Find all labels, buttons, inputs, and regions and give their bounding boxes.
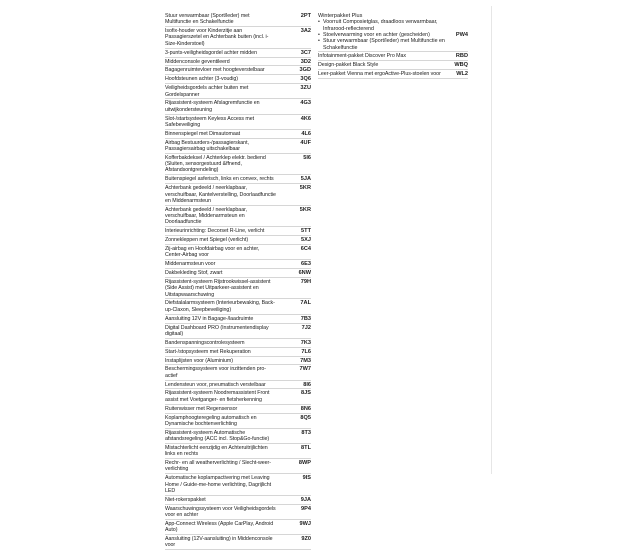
option-code: 8T3 xyxy=(301,429,311,436)
option-description: Slot-/startsysteem Keyless Access met Safebeveiliging xyxy=(165,115,255,128)
option-description: Infotainment-pakket Discover Pro Max xyxy=(318,53,406,60)
option-description: Achterbank gedeeld / neerklapbaar, verschuifbaar, Kantelverstelling, Doorlaadfunctie en Middenarmsteun xyxy=(165,185,276,204)
row-divider xyxy=(318,60,468,61)
option-description: Leer-pakket Vienna met ergoActive-Plus-stoelen voor xyxy=(318,71,441,78)
option-code: 7B3 xyxy=(300,315,311,322)
package-bullet-item: • Stoelverwarming voor en achter (gescheiden) xyxy=(318,32,446,38)
option-code: WBQ xyxy=(454,62,468,69)
options-list-right xyxy=(318,13,468,80)
option-code: 4L6 xyxy=(301,130,311,137)
option-description: Niet-rokerspakket xyxy=(165,496,206,503)
row-divider xyxy=(165,277,311,278)
option-code: 5TT xyxy=(301,228,311,235)
option-row xyxy=(165,116,311,129)
option-code: 8Q5 xyxy=(300,414,311,421)
option-description: Zij-airbag en Hoofdairbag voor en achter, Center-Airbag voor xyxy=(165,246,260,259)
option-code: 5I6 xyxy=(303,154,311,161)
option-code: 5XJ xyxy=(301,237,311,244)
option-code: 5JA xyxy=(300,176,311,183)
option-row xyxy=(165,536,311,549)
row-divider xyxy=(165,380,311,381)
option-row xyxy=(165,366,311,379)
row-divider xyxy=(165,183,311,184)
option-code: 9P4 xyxy=(301,505,311,512)
row-divider xyxy=(165,83,311,84)
option-description: App-Connect Wireless (Apple CarPlay, Android Auto) xyxy=(165,520,274,534)
option-row xyxy=(165,85,311,98)
row-divider xyxy=(165,504,311,505)
option-code: 3A2 xyxy=(300,28,311,35)
option-code: 7J2 xyxy=(301,324,311,331)
row-divider xyxy=(165,413,311,414)
option-row xyxy=(165,76,311,82)
option-row xyxy=(165,131,311,137)
option-description: Isofix-houder voor Kinderzitje aan Passagierszetel en Achterbank buiten (incl. i-Size-Kinderstoel) xyxy=(165,28,269,47)
row-divider xyxy=(165,458,311,459)
row-divider xyxy=(165,404,311,405)
option-code: 7AL xyxy=(300,300,311,307)
options-list-left xyxy=(165,13,311,551)
option-row xyxy=(165,415,311,428)
option-row xyxy=(165,140,311,153)
option-description: Instaplijsten voor (Aluminium) xyxy=(165,357,233,364)
row-divider xyxy=(165,74,311,75)
option-row xyxy=(165,340,311,346)
row-divider xyxy=(165,153,311,154)
option-description: Rijassistent-systeem Noodremassistent Front assist met Voetganger- en fietsherkenning xyxy=(165,390,270,403)
option-row xyxy=(165,406,311,412)
option-code: 3GD xyxy=(299,67,311,74)
row-divider xyxy=(165,534,311,535)
option-row xyxy=(165,300,311,313)
option-row xyxy=(165,185,311,204)
option-code: 9Z0 xyxy=(301,536,311,543)
row-divider xyxy=(165,114,311,115)
option-description: Rechr- en all weatherverlichting / Slecht-weer-verlichting xyxy=(165,460,271,473)
option-description: Hoofdsteunen achter (3-voudig) xyxy=(165,76,238,83)
option-code: 79H xyxy=(300,278,311,285)
option-code: 8WP xyxy=(298,460,311,467)
winterpakket-block xyxy=(318,13,468,52)
option-description: Mistachterlicht eenzijdig en Achteruitrijlichten links en rechts xyxy=(165,444,268,458)
row-divider xyxy=(165,235,311,236)
option-description: Airbag Bestuurders-/passagierskant, Passagiersairbag uitschakelbaar xyxy=(165,139,249,152)
option-description: Beschermingssysteem voor inzittenden pro-actief xyxy=(165,366,266,379)
option-description: Rijassistent-systeem Automatische afstandsregeling (ACC incl. Stop&Go-functie) xyxy=(165,429,270,443)
option-code: RBD xyxy=(455,53,468,60)
option-code: 6C4 xyxy=(300,246,311,252)
option-code: 8JS xyxy=(301,390,311,397)
option-code: 9IS xyxy=(302,475,311,482)
option-description: Middenarmsteun voor xyxy=(165,261,216,268)
row-divider xyxy=(165,549,311,550)
option-description: Waarschuwingssysteem voor Veiligheidsgordels voor en achter xyxy=(165,505,276,518)
option-row xyxy=(165,67,311,73)
option-description: Design-pakket Black Style xyxy=(318,62,379,69)
row-divider xyxy=(318,69,468,70)
row-divider xyxy=(165,26,311,27)
option-description: Aansluiting (12V-aansluiting) in Middenconsole voor xyxy=(165,536,273,549)
option-description: Zonnekleppen met Spiegel (verlicht) xyxy=(165,237,249,244)
option-code: 3C7 xyxy=(300,49,311,56)
package-bullet-list xyxy=(318,19,446,50)
row-divider xyxy=(165,347,311,348)
option-description: Dakbekleding Stof, zwart xyxy=(165,270,223,277)
option-row xyxy=(165,59,311,65)
row-divider xyxy=(165,388,311,389)
option-description: Start-/stopsysteem met Rekuperation xyxy=(165,348,251,355)
option-description: Ruitenwisser met Regensensor xyxy=(165,405,238,412)
option-row xyxy=(318,71,468,77)
option-code: 4K6 xyxy=(300,115,311,122)
page-edge-line xyxy=(491,6,492,474)
option-code: 5KR xyxy=(299,185,311,192)
option-code: 6E3 xyxy=(301,261,311,268)
row-divider xyxy=(165,298,311,299)
option-row xyxy=(165,50,311,56)
option-row xyxy=(165,506,311,519)
row-divider xyxy=(165,323,311,324)
package-bullet-item: • Voorruit Composietglas, draadloos verwarmbaar, Infrarood-reflecterend xyxy=(318,19,446,32)
option-description: Stuur verwarmbaar (Sport/leder) met Multifunctie en Schakelfunctie xyxy=(165,13,250,26)
row-divider xyxy=(165,443,311,444)
row-divider xyxy=(165,495,311,496)
option-description: Bagagenruimtevloer met hoogteverstelbaar xyxy=(165,67,265,74)
row-divider xyxy=(165,226,311,227)
package-heading: Winterpakket Plus xyxy=(318,13,363,19)
option-row xyxy=(165,100,311,113)
row-divider xyxy=(165,129,311,130)
row-divider xyxy=(318,51,468,52)
row-divider xyxy=(165,338,311,339)
option-row xyxy=(165,382,311,388)
option-description: Lendensteun voor, pneumatisch verstelbaar xyxy=(165,381,266,388)
option-code: 7L6 xyxy=(301,348,311,355)
option-row xyxy=(318,53,468,59)
option-row xyxy=(165,445,311,458)
option-description: Middenconsole geventileerd xyxy=(165,58,230,65)
option-code: WL2 xyxy=(456,71,468,78)
option-row xyxy=(318,62,468,68)
option-row xyxy=(165,237,311,243)
row-divider xyxy=(165,428,311,429)
option-description: Bandenspanningscontrolesysteem xyxy=(165,339,245,346)
right-items xyxy=(318,53,468,79)
option-code: 8TL xyxy=(301,444,311,451)
option-code: 3ZU xyxy=(300,85,311,92)
option-code: 2PT xyxy=(300,13,311,19)
option-row xyxy=(165,349,311,355)
option-description: Buitenspiegel asferisch, links en convex, rechts xyxy=(165,176,274,183)
option-description: Achterbank gedeeld / neerklapbaar, verschuifbaar, Middenarmsteun en Doorlaadfunctie xyxy=(165,206,247,226)
row-divider xyxy=(318,78,468,79)
row-divider xyxy=(165,205,311,206)
row-divider xyxy=(165,314,311,315)
row-divider xyxy=(165,174,311,175)
row-divider xyxy=(165,364,311,365)
option-row xyxy=(165,155,311,174)
option-row xyxy=(165,246,311,259)
option-code: 7W7 xyxy=(299,366,311,373)
option-row xyxy=(165,228,311,234)
option-code: 4G3 xyxy=(300,100,311,107)
option-code: PW4 xyxy=(455,32,468,38)
option-row xyxy=(165,460,311,473)
option-description: Aansluiting 12V in Bagage-/laadruimte xyxy=(165,315,254,322)
option-row xyxy=(165,497,311,503)
option-row xyxy=(165,390,311,403)
option-row xyxy=(165,358,311,364)
option-description: Diefstalalarmsysteem (Interieurbewaking, Back-up-Claxon, Sleepbeveiliging) xyxy=(165,300,275,313)
option-row xyxy=(165,325,311,338)
row-divider xyxy=(165,138,311,139)
row-divider xyxy=(165,48,311,49)
row-divider xyxy=(165,244,311,245)
row-divider xyxy=(165,356,311,357)
option-row xyxy=(165,13,311,26)
option-description: Kofferbakdeksel / Achterklep elektr. bediend (Sluiten, sensorgestuurd &ffnend, Afstandsontgrendeling) xyxy=(165,154,266,174)
option-code: 4UF xyxy=(300,139,311,146)
option-code: 8I6 xyxy=(303,381,311,388)
option-row xyxy=(165,176,311,182)
row-divider xyxy=(165,65,311,66)
row-divider xyxy=(165,259,311,260)
option-code: 7K3 xyxy=(300,339,311,346)
row-divider xyxy=(165,268,311,269)
option-row xyxy=(165,279,311,298)
option-description: Koplamphoogteregeling automatisch en Dynamische bochtenverlichting xyxy=(165,414,257,427)
package-bullet-item: • Stuur verwarmbaar (Sport/leder) met Multifunctie en Schakelfunctie xyxy=(318,38,446,51)
option-description: Rijassistent-systeem Rijstrookwissel-assistent (Side Assist) met Uitparkeer-assistent en Uitstapwaarschuwing xyxy=(165,278,271,298)
option-code: 3Q6 xyxy=(300,76,311,83)
option-row xyxy=(165,28,311,47)
option-description: Veiligheidsgordels achter buiten met Gordelspanner xyxy=(165,85,249,98)
option-code: 8N6 xyxy=(300,405,311,412)
option-description: Rijassistent-systeem Afslagremfunctie en uitwijkondersteuning xyxy=(165,100,260,113)
option-row xyxy=(165,270,311,276)
row-divider xyxy=(165,473,311,474)
option-description: Binnenspiegel met Dimautomaat xyxy=(165,130,241,137)
option-row xyxy=(165,207,311,226)
option-code: 7M3 xyxy=(300,357,311,364)
option-description: Automatische koplampactivering met Leaving Home / Guide-me-home verlichting, Dagrijlicht LED xyxy=(165,475,272,494)
option-row xyxy=(165,261,311,267)
option-row xyxy=(165,430,311,443)
row-divider xyxy=(165,98,311,99)
option-row xyxy=(165,316,311,322)
option-code: 6NW xyxy=(298,270,311,277)
row-divider xyxy=(165,519,311,520)
option-description: Interieurinrichting: Decorset R-Line, verlicht xyxy=(165,228,265,235)
option-row xyxy=(165,521,311,534)
row-divider xyxy=(165,57,311,58)
option-description: 3-punts-veiligheidsgordel achter midden xyxy=(165,49,257,56)
option-row xyxy=(165,475,311,494)
option-code: 3D2 xyxy=(300,58,311,65)
option-description: Digital Dashboard PRO (Instrumentendisplay digitaal) xyxy=(165,324,269,337)
option-code: 9WJ xyxy=(299,520,311,527)
option-code: 9JA xyxy=(300,496,311,503)
option-code: 5KR xyxy=(299,206,311,213)
